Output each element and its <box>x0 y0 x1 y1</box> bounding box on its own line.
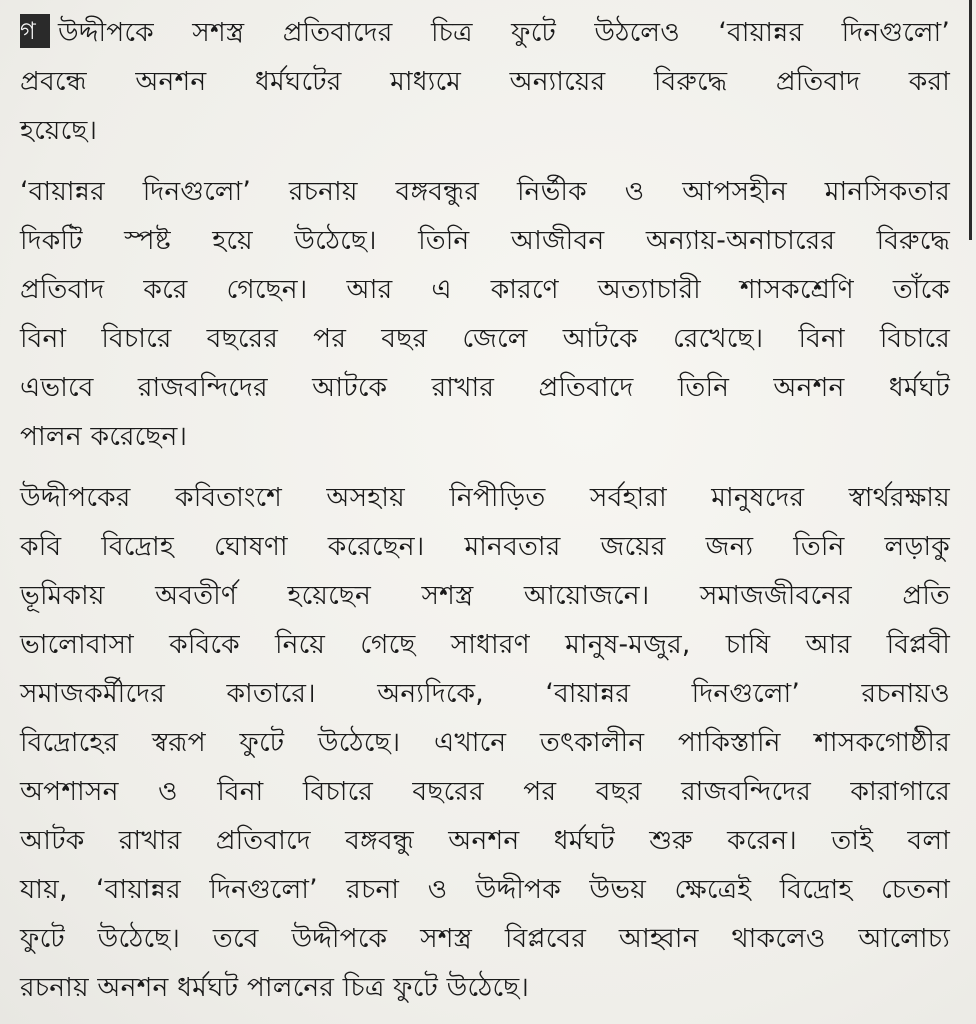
text-line: পালন করেছেন। <box>20 421 188 452</box>
section-badge: গ <box>20 14 50 48</box>
text-line: এভাবে রাজবন্দিদের আটকে রাখার প্রতিবাদে তিনি অনশন ধর্মঘট <box>20 372 950 403</box>
text-line: রচনায় অনশন ধর্মঘট পালনের চিত্র ফুটে উঠেছে। <box>20 972 530 1003</box>
paragraph-2 <box>20 167 950 461</box>
text-line: কবি বিদ্রোহ ঘোষণা করেছেন। মানবতার জয়ের জন্য তিনি লড়াকু <box>20 531 950 562</box>
text-line: দিকটি স্পষ্ট হয়ে উঠেছে। তিনি আজীবন অন্যায়-অনাচারের বিরুদ্ধে <box>20 225 950 256</box>
text-line: বিদ্রোহের স্বরূপ ফুটে উঠেছে। এখানে তৎকালীন পাকিস্তানি শাসকগোষ্ঠীর <box>20 727 950 758</box>
text-line: আটক রাখার প্রতিবাদে বঙ্গবন্ধু অনশন ধর্মঘট শুরু করেন। তাই বলা <box>20 825 950 856</box>
text-line: প্রতিবাদ করে গেছেন। আর এ কারণে অত্যাচারী শাসকশ্রেণি তাঁকে <box>20 274 950 305</box>
text-line: ‘বায়ান্নর দিনগুলো’ রচনায় বঙ্গবন্ধুর নির্ভীক ও আপসহীন মানসিকতার <box>20 176 950 207</box>
paragraph-1 <box>20 8 950 155</box>
text-line: অপশাসন ও বিনা বিচারে বছরের পর বছর রাজবন্দিদের কারাগারে <box>20 776 950 807</box>
text-line: হয়েছে। <box>20 115 98 146</box>
text-line: ভূমিকায় অবতীর্ণ হয়েছেন সশস্ত্র আয়োজনে। সমাজজীবনের প্রতি <box>20 580 950 611</box>
text-line <box>20 8 950 57</box>
paragraph-3 <box>20 473 950 1012</box>
text-line: বিনা বিচারে বছরের পর বছর জেলে আটকে রেখেছে। বিনা বিচারে <box>20 323 950 354</box>
margin-rule <box>969 0 972 240</box>
text-line: ভালোবাসা কবিকে নিয়ে গেছে সাধারণ মানুষ-মজুর, চাষি আর বিপ্লবী <box>20 629 950 660</box>
line-text: উদ্দীপকে সশস্ত্র প্রতিবাদের চিত্র ফুটে উঠলেও ‘বায়ান্নর দিনগুলো’ <box>58 17 950 48</box>
text-line: উদ্দীপকের কবিতাংশে অসহায় নিপীড়িত সর্বহারা মানুষদের স্বার্থরক্ষায় <box>20 482 950 513</box>
text-line: সমাজকর্মীদের কাতারে। অন্যদিকে, ‘বায়ান্নর দিনগুলো’ রচনায়ও <box>20 678 950 709</box>
answer-text-block <box>20 8 950 1024</box>
text-line: যায়, ‘বায়ান্নর দিনগুলো’ রচনা ও উদ্দীপক উভয় ক্ষেত্রেই বিদ্রোহ চেতনা <box>20 874 950 905</box>
text-line: ফুটে উঠেছে। তবে উদ্দীপকে সশস্ত্র বিপ্লবের আহ্বান থাকলেও আলোচ্য <box>20 923 950 954</box>
text-line: প্রবন্ধে অনশন ধর্মঘটের মাধ্যমে অন্যায়ের বিরুদ্ধে প্রতিবাদ করা <box>20 66 950 97</box>
